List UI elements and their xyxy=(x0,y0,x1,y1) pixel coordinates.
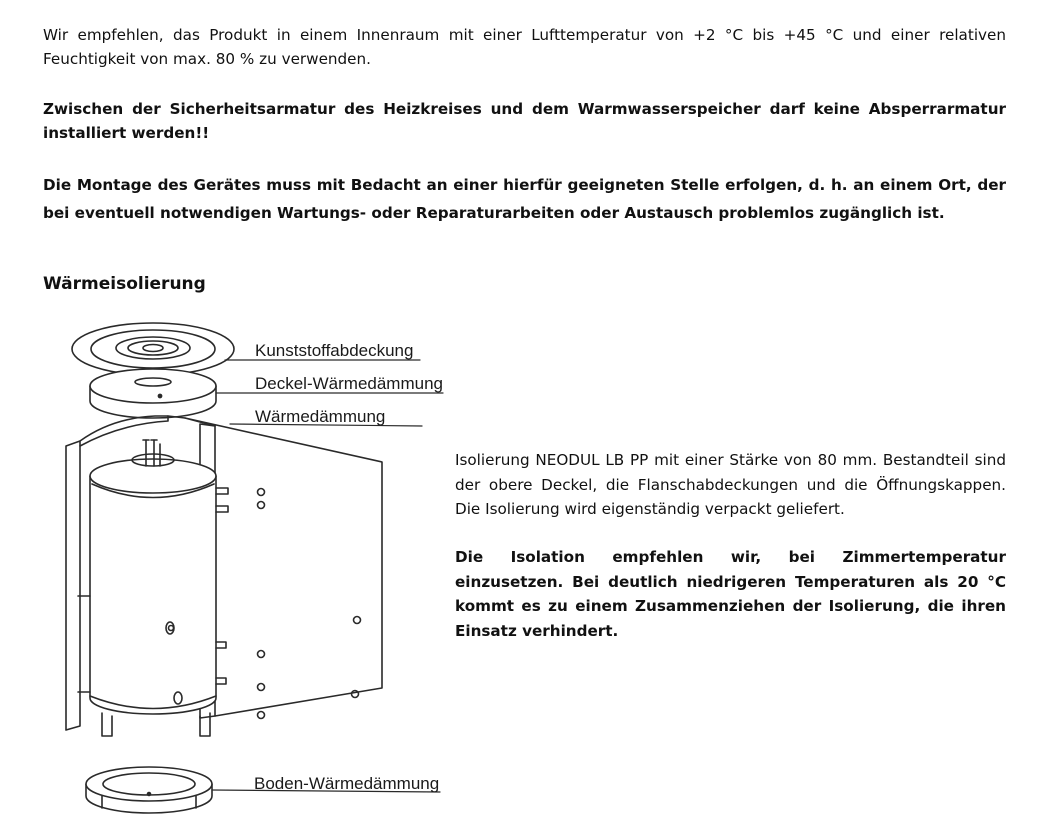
insulation-temperature-note: Die Isolation empfehlen wir, bei Zimmertemperatur einzusetzen. Bei deutlich niedrigeren Temperaturen als 20 °C kommt es zu einem Zusammenziehen der Isolierung, die ihren Einsatz verhindert. xyxy=(455,548,1006,640)
label-lid: Deckel-Wärmedämmung xyxy=(255,374,443,393)
insulation-description: Isolierung NEODUL LB PP mit einer Stärke von 80 mm. Bestandteil sind der obere Deckel, die Flanschabdeckungen und die Öffnungskappen. Die Isolierung wird eigenständig verpackt geliefert. xyxy=(455,451,1006,518)
lid-insulation-drawing xyxy=(90,369,216,418)
label-cover: Kunststoffabdeckung xyxy=(255,341,414,360)
paragraph-installation-location: Die Montage des Gerätes muss mit Bedacht an einer hierfür geeigneten Stelle erfolgen, d. h. an einem Ort, der bei eventuell notwendigen Wartungs- oder Reparaturarbeiten oder Austausch problemlos zugänglich ist. xyxy=(43,176,1006,222)
label-insulation: Wärmedämmung xyxy=(255,407,386,426)
insulation-diagram xyxy=(50,316,450,831)
paragraph-shutoff-warning: Zwischen der Sicherheitsarmatur des Heizkreises und dem Warmwasserspeicher darf keine Absperrarmatur installiert werden!! xyxy=(43,100,1006,142)
label-bottom: Boden-Wärmedämmung xyxy=(254,774,440,793)
plastic-cover-drawing xyxy=(72,323,234,375)
storage-tank-drawing xyxy=(78,440,228,736)
section-heading: Wärmeisolierung xyxy=(43,274,206,294)
paragraph-ambient-conditions: Wir empfehlen, das Produkt in einem Innenraum mit einer Lufttemperatur von +2 °C bis +45 °C und einer relativen Feuchtigkeit von max. 80 % zu verwenden. xyxy=(43,26,1006,68)
bottom-insulation-drawing xyxy=(86,767,212,813)
